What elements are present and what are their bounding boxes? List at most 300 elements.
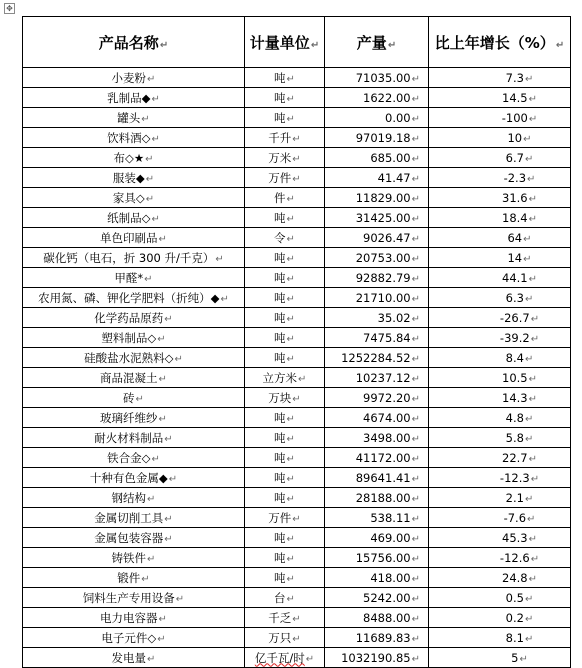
paragraph-mark-icon: ↵ xyxy=(151,453,160,465)
paragraph-mark-icon: ↵ xyxy=(530,473,540,485)
growth-cell-text: 6.3 xyxy=(505,290,524,305)
product-name-cell[interactable] xyxy=(23,408,245,428)
paragraph-mark-icon: ↵ xyxy=(220,293,229,305)
paragraph-mark-icon: ↵ xyxy=(411,633,420,645)
paragraph-mark-icon: ↵ xyxy=(286,333,295,345)
paragraph-mark-icon: ↵ xyxy=(286,233,295,245)
growth-cell[interactable] xyxy=(429,388,571,408)
paragraph-mark-icon: ↵ xyxy=(151,213,160,225)
product-name-cell[interactable] xyxy=(23,348,245,368)
unit-cell-text: 吨 xyxy=(274,70,286,85)
paragraph-mark-icon: ↵ xyxy=(527,173,536,185)
growth-cell[interactable] xyxy=(429,428,571,448)
paragraph-mark-icon: ↵ xyxy=(292,153,301,165)
growth-cell[interactable] xyxy=(429,88,571,108)
unit-cell[interactable] xyxy=(245,468,325,488)
paragraph-mark-icon: ↵ xyxy=(286,253,295,265)
output-cell[interactable] xyxy=(325,508,429,528)
table-row xyxy=(23,368,571,388)
paragraph-mark-icon: ↵ xyxy=(411,253,420,265)
unit-cell[interactable] xyxy=(245,628,325,648)
table-row xyxy=(23,88,571,108)
table-row xyxy=(23,228,571,248)
paragraph-mark-icon: ↵ xyxy=(168,473,178,485)
unit-cell[interactable] xyxy=(245,488,325,508)
paragraph-mark-icon: ↵ xyxy=(528,113,538,125)
paragraph-mark-icon: ↵ xyxy=(286,433,295,445)
growth-cell-text: 18.4 xyxy=(502,210,528,225)
growth-cell[interactable] xyxy=(429,148,571,168)
unit-cell[interactable] xyxy=(245,368,325,388)
paragraph-mark-icon: ↵ xyxy=(411,433,420,445)
unit-cell[interactable] xyxy=(245,128,325,148)
paragraph-mark-icon: ↵ xyxy=(298,373,307,385)
growth-cell[interactable] xyxy=(429,448,571,468)
output-cell[interactable] xyxy=(325,68,429,88)
unit-cell-text: 吨 xyxy=(274,470,286,485)
growth-cell[interactable] xyxy=(429,208,571,228)
growth-cell[interactable] xyxy=(429,408,571,428)
growth-cell[interactable] xyxy=(429,368,571,388)
product-name-cell[interactable] xyxy=(23,188,245,208)
unit-cell-text: 吨 xyxy=(274,250,286,265)
product-name-cell-text: 商品混凝土 xyxy=(100,370,158,385)
table-row xyxy=(23,168,571,188)
unit-cell-text: 吨 xyxy=(274,490,286,505)
output-cell[interactable] xyxy=(325,548,429,568)
table-row xyxy=(23,208,571,228)
header-output: 产量↵ xyxy=(325,17,429,68)
unit-cell[interactable] xyxy=(245,68,325,88)
product-name-cell-text: 十种有色金属◆ xyxy=(89,470,168,485)
unit-cell-text: 万件 xyxy=(268,170,292,185)
growth-cell-text: 14.3 xyxy=(502,390,528,405)
paragraph-mark-icon: ↵ xyxy=(286,553,295,565)
product-name-cell[interactable] xyxy=(23,588,245,608)
paragraph-mark-icon: ↵ xyxy=(555,39,565,51)
paragraph-mark-icon: ↵ xyxy=(411,173,420,185)
unit-cell[interactable] xyxy=(245,268,325,288)
unit-cell[interactable] xyxy=(245,428,325,448)
growth-cell-text: 64 xyxy=(507,230,523,245)
growth-cell-text: 45.3 xyxy=(502,530,528,545)
output-cell-text: 31425.00 xyxy=(355,210,411,225)
paragraph-mark-icon: ↵ xyxy=(145,153,154,165)
paragraph-mark-icon: ↵ xyxy=(524,433,534,445)
output-cell-text: 9026.47 xyxy=(363,230,411,245)
product-name-cell[interactable] xyxy=(23,548,245,568)
paragraph-mark-icon: ↵ xyxy=(524,153,534,165)
table-row xyxy=(23,288,571,308)
unit-cell[interactable] xyxy=(245,288,325,308)
product-name-cell[interactable] xyxy=(23,228,245,248)
unit-cell[interactable] xyxy=(245,588,325,608)
unit-cell[interactable] xyxy=(245,508,325,528)
growth-cell-text: 10.5 xyxy=(502,370,528,385)
output-cell[interactable] xyxy=(325,208,429,228)
output-cell[interactable] xyxy=(325,528,429,548)
output-cell-text: 469.00 xyxy=(370,530,411,545)
growth-cell[interactable] xyxy=(429,308,571,328)
paragraph-mark-icon: ↵ xyxy=(286,213,295,225)
paragraph-mark-icon: ↵ xyxy=(286,413,295,425)
unit-cell-text: 吨 xyxy=(274,550,286,565)
product-name-cell[interactable] xyxy=(23,468,245,488)
product-name-cell-text: 罐头 xyxy=(117,110,141,125)
output-cell[interactable] xyxy=(325,108,429,128)
paragraph-mark-icon: ↵ xyxy=(286,313,295,325)
product-name-cell-text: 发电量 xyxy=(111,650,147,665)
output-cell-text: 89641.41 xyxy=(355,470,411,485)
product-name-cell-text: 小麦粉 xyxy=(111,70,147,85)
output-cell[interactable] xyxy=(325,468,429,488)
unit-cell[interactable] xyxy=(245,88,325,108)
output-cell[interactable] xyxy=(325,268,429,288)
paragraph-mark-icon: ↵ xyxy=(286,93,295,105)
paragraph-mark-icon: ↵ xyxy=(411,353,420,365)
product-name-cell[interactable] xyxy=(23,288,245,308)
product-name-cell[interactable] xyxy=(23,328,245,348)
paragraph-mark-icon: ↵ xyxy=(145,173,155,185)
unit-cell-text: 吨 xyxy=(274,110,286,125)
paragraph-mark-icon: ↵ xyxy=(411,413,420,425)
output-cell[interactable] xyxy=(325,488,429,508)
paragraph-mark-icon: ↵ xyxy=(530,333,540,345)
output-cell[interactable] xyxy=(325,88,429,108)
unit-cell[interactable] xyxy=(245,548,325,568)
growth-cell[interactable] xyxy=(429,528,571,548)
growth-cell-text: -100 xyxy=(501,110,528,125)
growth-cell[interactable] xyxy=(429,128,571,148)
growth-cell[interactable] xyxy=(429,568,571,588)
table-row xyxy=(23,268,571,288)
output-cell[interactable] xyxy=(325,288,429,308)
growth-cell-text: 2.1 xyxy=(505,490,524,505)
output-cell[interactable] xyxy=(325,128,429,148)
paragraph-mark-icon: ↵ xyxy=(528,193,537,205)
output-cell-text: 71035.00 xyxy=(355,70,411,85)
product-name-cell-text: 家具◇ xyxy=(112,190,145,205)
table-row xyxy=(23,188,571,208)
unit-cell[interactable] xyxy=(245,388,325,408)
unit-cell-text: 万米 xyxy=(268,150,292,165)
output-cell[interactable] xyxy=(325,588,429,608)
unit-cell-text: 万块 xyxy=(268,390,292,405)
growth-cell[interactable] xyxy=(429,108,571,128)
paragraph-mark-icon: ↵ xyxy=(144,273,153,285)
unit-cell[interactable] xyxy=(245,448,325,468)
growth-cell-text: 5 xyxy=(511,650,519,665)
paragraph-mark-icon: ↵ xyxy=(527,513,536,525)
paragraph-mark-icon: ↵ xyxy=(411,333,420,345)
growth-cell[interactable] xyxy=(429,228,571,248)
product-name-cell-text: 农用氮、磷、钾化学肥料（折纯）◆ xyxy=(38,290,220,305)
unit-cell-text: 吨 xyxy=(274,310,286,325)
output-cell-text: 4674.00 xyxy=(363,410,411,425)
header-row xyxy=(23,17,571,68)
table-row xyxy=(23,468,571,488)
growth-cell-text: 0.2 xyxy=(505,610,524,625)
product-name-cell[interactable] xyxy=(23,308,245,328)
table-row xyxy=(23,508,571,528)
paragraph-mark-icon: ↵ xyxy=(292,393,301,405)
header-growth: 比上年增长（%）↵ xyxy=(429,17,571,68)
table-move-handle-icon[interactable]: ✥ xyxy=(4,3,15,14)
paragraph-mark-icon: ↵ xyxy=(292,513,301,525)
paragraph-mark-icon: ↵ xyxy=(411,313,420,325)
output-cell[interactable] xyxy=(325,348,429,368)
paragraph-mark-icon: ↵ xyxy=(175,593,185,605)
unit-cell[interactable] xyxy=(245,208,325,228)
paragraph-mark-icon: ↵ xyxy=(286,493,295,505)
product-name-cell[interactable] xyxy=(23,268,245,288)
product-name-cell[interactable] xyxy=(23,388,245,408)
growth-cell[interactable] xyxy=(429,348,571,368)
growth-cell-text: -12.3 xyxy=(499,470,530,485)
paragraph-mark-icon: ↵ xyxy=(305,653,315,665)
product-name-cell[interactable] xyxy=(23,248,245,268)
paragraph-mark-icon: ↵ xyxy=(158,373,167,385)
product-name-cell[interactable] xyxy=(23,108,245,128)
paragraph-mark-icon: ↵ xyxy=(157,633,166,645)
output-cell[interactable] xyxy=(325,248,429,268)
unit-cell[interactable] xyxy=(245,228,325,248)
unit-cell[interactable] xyxy=(245,608,325,628)
growth-cell[interactable] xyxy=(429,588,571,608)
table-row xyxy=(23,408,571,428)
paragraph-mark-icon: ↵ xyxy=(411,533,420,545)
product-name-cell[interactable] xyxy=(23,448,245,468)
paragraph-mark-icon: ↵ xyxy=(159,39,169,51)
product-name-cell-text: 硅酸盐水泥熟料◇ xyxy=(84,350,174,365)
product-output-table xyxy=(22,16,571,668)
product-name-cell-text: 电子元件◇ xyxy=(101,630,157,645)
paragraph-mark-icon: ↵ xyxy=(215,253,224,265)
paragraph-mark-icon: ↵ xyxy=(387,39,397,51)
output-cell-text: 1252284.52 xyxy=(341,350,411,365)
growth-cell[interactable] xyxy=(429,328,571,348)
paragraph-mark-icon: ↵ xyxy=(528,213,537,225)
unit-cell[interactable] xyxy=(245,248,325,268)
product-name-cell[interactable] xyxy=(23,88,245,108)
paragraph-mark-icon: ↵ xyxy=(411,153,420,165)
output-cell[interactable] xyxy=(325,568,429,588)
unit-cell[interactable] xyxy=(245,328,325,348)
unit-cell-text: 吨 xyxy=(274,430,286,445)
growth-cell[interactable] xyxy=(429,548,571,568)
unit-cell-text: 吨 xyxy=(274,570,286,585)
paragraph-mark-icon: ↵ xyxy=(411,453,420,465)
output-cell[interactable] xyxy=(325,448,429,468)
paragraph-mark-icon: ↵ xyxy=(524,353,534,365)
output-cell[interactable] xyxy=(325,148,429,168)
output-cell[interactable] xyxy=(325,368,429,388)
paragraph-mark-icon: ↵ xyxy=(528,573,537,585)
paragraph-mark-icon: ↵ xyxy=(528,453,537,465)
paragraph-mark-icon: ↵ xyxy=(411,93,420,105)
paragraph-mark-icon: ↵ xyxy=(286,593,295,605)
product-name-cell-text: 铸铁件 xyxy=(111,550,147,565)
growth-cell[interactable] xyxy=(429,248,571,268)
unit-cell-text: 台 xyxy=(274,590,286,605)
unit-cell[interactable] xyxy=(245,348,325,368)
growth-cell-text: 5.8 xyxy=(505,430,524,445)
output-cell-text: 685.00 xyxy=(370,150,411,165)
output-cell-text: 41172.00 xyxy=(355,450,411,465)
unit-cell[interactable] xyxy=(245,148,325,168)
paragraph-mark-icon: ↵ xyxy=(524,413,534,425)
unit-cell[interactable] xyxy=(245,168,325,188)
table-row xyxy=(23,548,571,568)
paragraph-mark-icon: ↵ xyxy=(519,653,528,665)
growth-cell-text: 7.3 xyxy=(505,70,524,85)
output-cell[interactable] xyxy=(325,188,429,208)
paragraph-mark-icon: ↵ xyxy=(292,133,301,145)
growth-cell[interactable] xyxy=(429,628,571,648)
output-cell-text: 20753.00 xyxy=(355,250,411,265)
output-cell[interactable] xyxy=(325,608,429,628)
product-name-cell[interactable] xyxy=(23,368,245,388)
paragraph-mark-icon: ↵ xyxy=(157,333,166,345)
unit-cell-text: 万只 xyxy=(268,630,292,645)
output-cell[interactable] xyxy=(325,388,429,408)
paragraph-mark-icon: ↵ xyxy=(411,593,420,605)
paragraph-mark-icon: ↵ xyxy=(530,313,540,325)
header-unit: 计量单位↵ xyxy=(245,17,325,68)
growth-cell[interactable] xyxy=(429,268,571,288)
growth-cell[interactable] xyxy=(429,188,571,208)
table-row xyxy=(23,568,571,588)
product-name-cell-text: 布◇★ xyxy=(113,150,145,165)
paragraph-mark-icon: ↵ xyxy=(151,133,160,145)
output-cell[interactable] xyxy=(325,308,429,328)
product-name-cell[interactable] xyxy=(23,528,245,548)
growth-cell-text: 24.8 xyxy=(502,570,528,585)
output-cell-text: 35.02 xyxy=(377,310,411,325)
output-cell-text: 92882.79 xyxy=(355,270,411,285)
paragraph-mark-icon: ↵ xyxy=(524,593,534,605)
output-cell[interactable] xyxy=(325,328,429,348)
output-cell-text: 10237.12 xyxy=(355,370,411,385)
product-name-cell[interactable] xyxy=(23,168,245,188)
paragraph-mark-icon: ↵ xyxy=(147,73,156,85)
output-cell[interactable] xyxy=(325,228,429,248)
unit-cell[interactable] xyxy=(245,308,325,328)
table-row xyxy=(23,588,571,608)
product-name-cell[interactable] xyxy=(23,488,245,508)
unit-cell[interactable] xyxy=(245,108,325,128)
paragraph-mark-icon: ↵ xyxy=(411,113,420,125)
product-name-cell-text: 耐火材料制品 xyxy=(94,430,164,445)
paragraph-mark-icon: ↵ xyxy=(528,93,537,105)
table-row xyxy=(23,128,571,148)
paragraph-mark-icon: ↵ xyxy=(141,113,150,125)
paragraph-mark-icon: ↵ xyxy=(164,433,173,445)
growth-cell-text: 22.7 xyxy=(502,450,528,465)
paragraph-mark-icon: ↵ xyxy=(164,313,173,325)
output-cell[interactable] xyxy=(325,408,429,428)
table-row xyxy=(23,488,571,508)
growth-cell[interactable] xyxy=(429,488,571,508)
table-row xyxy=(23,68,571,88)
output-cell-text: 418.00 xyxy=(370,570,411,585)
product-name-cell[interactable] xyxy=(23,628,245,648)
paragraph-mark-icon: ↵ xyxy=(292,173,301,185)
unit-cell[interactable] xyxy=(245,528,325,548)
output-cell-text: 3498.00 xyxy=(363,430,411,445)
paragraph-mark-icon: ↵ xyxy=(411,493,420,505)
growth-cell[interactable] xyxy=(429,508,571,528)
paragraph-mark-icon: ↵ xyxy=(286,573,295,585)
growth-cell-text: 0.5 xyxy=(505,590,524,605)
growth-cell[interactable] xyxy=(429,608,571,628)
output-cell[interactable] xyxy=(325,628,429,648)
product-name-cell[interactable] xyxy=(23,148,245,168)
growth-cell-text: 10 xyxy=(507,130,523,145)
table-row xyxy=(23,528,571,548)
growth-cell[interactable] xyxy=(429,68,571,88)
unit-cell[interactable] xyxy=(245,188,325,208)
unit-cell-text: 吨 xyxy=(274,450,286,465)
paragraph-mark-icon: ↵ xyxy=(411,393,420,405)
paragraph-mark-icon: ↵ xyxy=(411,653,420,665)
output-cell[interactable] xyxy=(325,168,429,188)
product-name-cell-text: 砖 xyxy=(123,390,135,405)
paragraph-mark-icon: ↵ xyxy=(524,293,534,305)
paragraph-mark-icon: ↵ xyxy=(286,353,295,365)
product-name-cell-text: 金属包装容器 xyxy=(94,530,164,545)
unit-cell[interactable] xyxy=(245,408,325,428)
paragraph-mark-icon: ↵ xyxy=(411,573,420,585)
product-name-cell[interactable] xyxy=(23,208,245,228)
output-cell-text: 97019.18 xyxy=(355,130,411,145)
product-name-cell[interactable] xyxy=(23,568,245,588)
output-cell-text: 11689.83 xyxy=(355,630,411,645)
output-cell[interactable] xyxy=(325,428,429,448)
paragraph-mark-icon: ↵ xyxy=(528,273,537,285)
table-row xyxy=(23,448,571,468)
paragraph-mark-icon: ↵ xyxy=(158,413,167,425)
growth-cell[interactable] xyxy=(429,288,571,308)
product-name-cell[interactable] xyxy=(23,128,245,148)
output-cell-text: 538.11 xyxy=(370,510,411,525)
table-row xyxy=(23,328,571,348)
paragraph-mark-icon: ↵ xyxy=(524,633,534,645)
unit-cell-text: 吨 xyxy=(274,290,286,305)
product-name-cell[interactable] xyxy=(23,68,245,88)
paragraph-mark-icon: ↵ xyxy=(411,233,420,245)
output-cell-text: 9972.20 xyxy=(363,390,411,405)
unit-cell-text: 令 xyxy=(274,230,286,245)
growth-cell-text: -12.6 xyxy=(499,550,530,565)
product-name-cell-text: 碳化钙（电石，折 300 升/千克） xyxy=(43,250,215,265)
paragraph-mark-icon: ↵ xyxy=(286,113,295,125)
product-name-cell[interactable] xyxy=(23,428,245,448)
unit-cell[interactable] xyxy=(245,568,325,588)
unit-cell-text: 千乏 xyxy=(268,610,292,625)
product-name-cell[interactable] xyxy=(23,508,245,528)
table-row xyxy=(23,428,571,448)
paragraph-mark-icon: ↵ xyxy=(286,473,295,485)
growth-cell[interactable] xyxy=(429,168,571,188)
table-row xyxy=(23,308,571,328)
growth-cell-text: 6.7 xyxy=(505,150,524,165)
paragraph-mark-icon: ↵ xyxy=(523,133,532,145)
paragraph-mark-icon: ↵ xyxy=(411,513,420,525)
growth-cell[interactable] xyxy=(429,468,571,488)
output-cell-text: 21710.00 xyxy=(355,290,411,305)
product-name-cell[interactable] xyxy=(23,608,245,628)
